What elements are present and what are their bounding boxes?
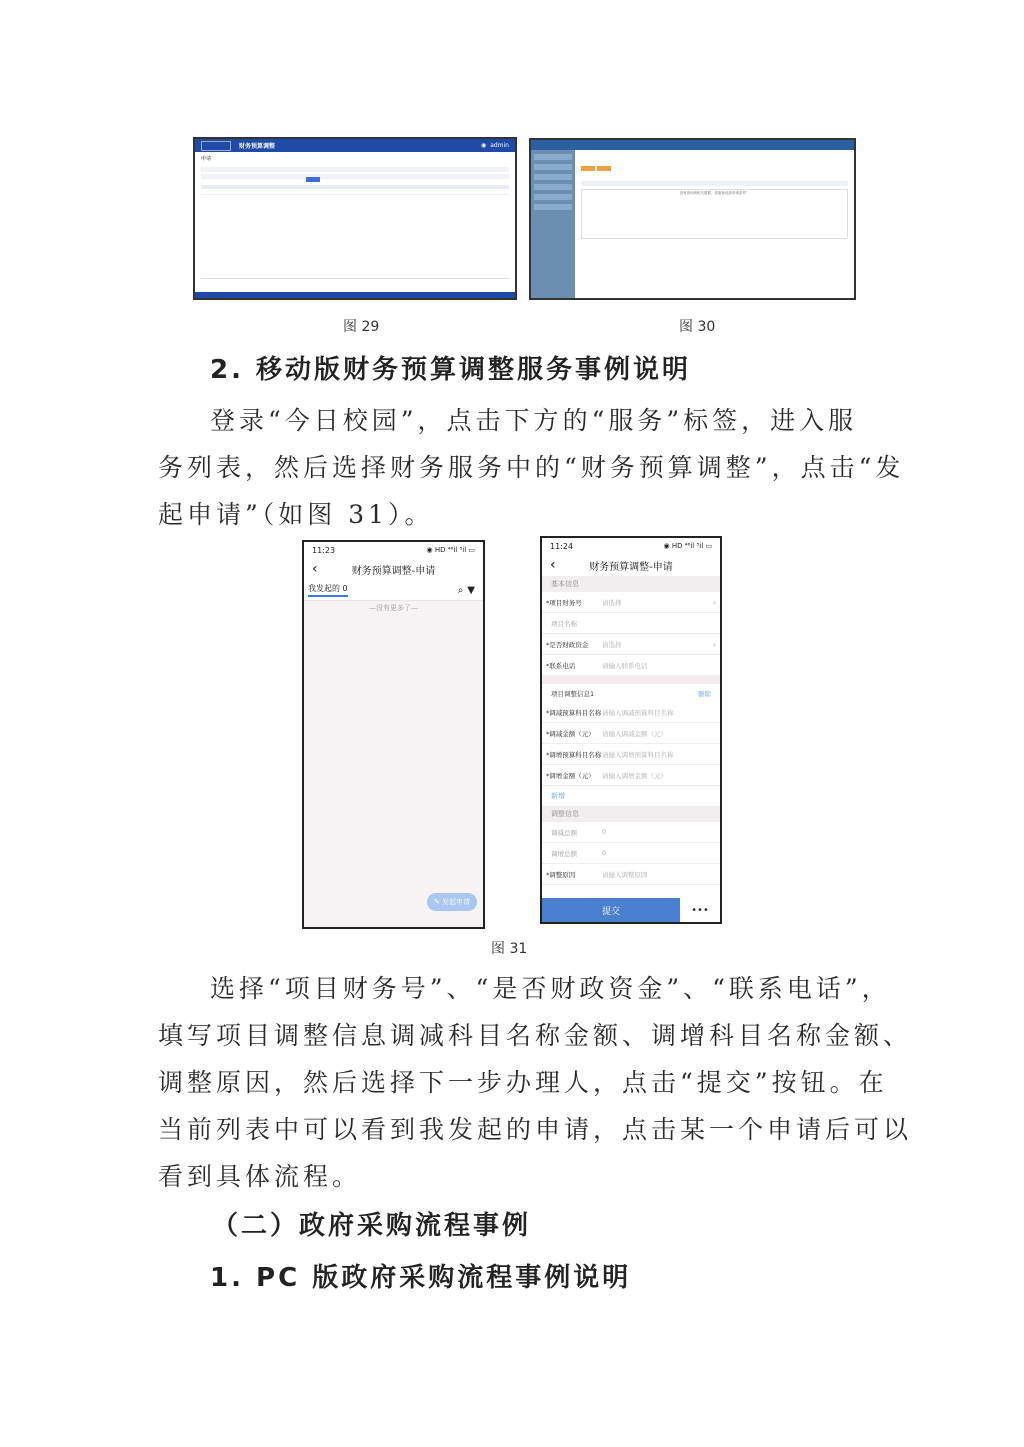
section-spacer xyxy=(542,676,720,684)
sidebar-item xyxy=(534,174,572,180)
submit-button[interactable]: 提交 xyxy=(542,898,680,922)
status-time: 11:24 xyxy=(550,541,574,551)
sidebar-item xyxy=(534,204,572,210)
field-value: 请输入调整原因 xyxy=(602,870,648,879)
field-is-fiscal-fund[interactable]: *是否财政资金 请选择 › xyxy=(542,634,720,655)
nav-bar xyxy=(542,554,720,576)
fig30-tab xyxy=(597,166,611,171)
fig30-table-header xyxy=(581,181,848,186)
add-item-button[interactable]: 新增 xyxy=(542,786,720,806)
chevron-right-icon: › xyxy=(712,639,716,649)
figure-30-caption: 图 30 xyxy=(679,319,716,335)
status-bar xyxy=(304,542,483,558)
field-label: 调减总额 xyxy=(551,828,577,837)
fig29-search-row xyxy=(201,167,509,172)
field-label: 联系电话 xyxy=(549,661,576,670)
edit-icon: ✎ xyxy=(433,898,440,906)
tab-my-initiated[interactable]: 我发起的 0 xyxy=(308,583,348,597)
status-time: 11:23 xyxy=(312,545,336,555)
fig29-user: admin xyxy=(490,142,509,149)
field-decrease-total xyxy=(542,822,720,843)
status-icons: ◉ HD ⁴⁶il ⁵il ▭ xyxy=(426,546,475,554)
phone-screenshot-form xyxy=(540,536,722,924)
field-project-finance-no[interactable]: *项目财务号 请选择 › xyxy=(542,592,720,613)
adjust-item-header xyxy=(542,684,720,702)
chevron-right-icon: › xyxy=(712,597,716,607)
fig30-table-body xyxy=(581,189,848,239)
figure-30-screenshot xyxy=(529,138,856,300)
status-bar xyxy=(542,538,720,554)
sidebar-item xyxy=(534,164,572,170)
section-2-heading: 2. 移动版财务预算调整服务事例说明 xyxy=(210,355,692,385)
empty-list-text: —没有更多了— xyxy=(369,604,418,612)
start-request-button[interactable] xyxy=(427,893,477,911)
fig29-table-header xyxy=(201,185,509,189)
field-label: 调增金额（元） xyxy=(549,771,595,780)
delete-button[interactable]: 删除 xyxy=(698,689,711,698)
fig29-filter-row xyxy=(201,174,509,179)
paragraph-2-line: 填写项目调整信息调减科目名称金额、调增科目名称金额、 xyxy=(158,1021,913,1050)
fig29-pagination xyxy=(201,278,509,284)
field-value: 请输入调增预算科目名称 xyxy=(602,750,674,759)
field-value: 0 xyxy=(602,849,607,857)
fig30-main xyxy=(581,156,848,292)
field-label: 调减预算科目名称 xyxy=(549,708,602,717)
figure-29-screenshot xyxy=(193,137,517,300)
figure-29-caption: 图 29 xyxy=(343,319,380,335)
filter-icon[interactable]: ▼ xyxy=(467,584,479,596)
field-project-name xyxy=(542,613,720,634)
section-basic-info: 基本信息 xyxy=(542,576,720,592)
page-title: 财务预算调整-申请 xyxy=(589,561,673,573)
back-arrow-icon[interactable]: ‹ xyxy=(312,561,318,577)
field-adjust-reason[interactable]: *调整原因 请输入调整原因 xyxy=(542,864,720,885)
paragraph-2-line: 调整原因，然后选择下一步办理人，点击“提交”按钮。在 xyxy=(158,1068,888,1097)
field-contact-phone[interactable]: *联系电话 请输入联系电话 xyxy=(542,655,720,676)
fig30-tab xyxy=(581,166,595,171)
search-icon[interactable]: ⌕ xyxy=(457,584,468,596)
figure-31-caption: 图 31 xyxy=(491,941,528,957)
page-title: 财务预算调整-申请 xyxy=(351,565,436,577)
nav-bar xyxy=(304,558,483,580)
section-gov-procurement-heading: （二）政府采购流程事例 xyxy=(212,1211,532,1241)
sidebar-item xyxy=(534,154,572,160)
field-label: 项目名称 xyxy=(551,619,577,628)
university-logo xyxy=(201,141,231,151)
paragraph-2-line: 当前列表中可以看到我发起的申请，点击某一个申请后可以 xyxy=(158,1115,913,1144)
paragraph-1-line: 务列表，然后选择财务服务中的“财务预算调整”，点击“发 xyxy=(158,453,905,482)
field-value: 请输入联系电话 xyxy=(602,661,648,670)
field-value: 0 xyxy=(602,828,607,836)
bottom-action-bar xyxy=(542,898,720,922)
field-value: 请输入调减预算科目名称 xyxy=(602,708,674,717)
fig29-footer xyxy=(195,292,515,298)
phone-screenshot-list xyxy=(302,540,485,929)
more-icon[interactable]: ••• xyxy=(680,898,720,922)
field-value: 请输入调减金额（元） xyxy=(602,729,667,738)
section-pc-procurement-heading: 1. PC 版政府采购流程事例说明 xyxy=(210,1263,632,1293)
field-label: 项目财务号 xyxy=(549,598,582,607)
fig30-header xyxy=(531,140,854,150)
status-icons: ◉ HD ⁴⁶il ⁵il ▭ xyxy=(663,542,712,550)
paragraph-1-line: 起申请”（如图 31）。 xyxy=(158,500,434,529)
field-label: 调增总额 xyxy=(551,849,577,858)
paragraph-1-line: 登录“今日校园”，点击下方的“服务”标签，进入服 xyxy=(210,406,858,435)
fig29-search-button xyxy=(306,177,320,182)
fig29-page-label: 申请 xyxy=(201,156,212,162)
paragraph-1 xyxy=(158,397,905,538)
fig29-app-title: 财务预算调整 xyxy=(239,143,276,150)
field-label: 调增预算科目名称 xyxy=(549,750,602,759)
user-icon: ◉ xyxy=(480,142,487,149)
sidebar-item xyxy=(534,184,572,190)
field-value: 请选择 xyxy=(602,598,622,607)
sidebar-item xyxy=(534,194,572,200)
start-request-label: 发起申请 xyxy=(442,898,471,906)
paragraph-2-line: 选择“项目财务号”、“是否财政资金”、“联系电话”， xyxy=(210,974,891,1003)
back-arrow-icon[interactable]: ‹ xyxy=(550,557,556,573)
paragraph-2-line: 看到具体流程。 xyxy=(158,1162,362,1191)
field-decrease-amount[interactable]: *调减金额（元） 请输入调减金额（元） xyxy=(542,723,720,744)
paragraph-2 xyxy=(158,965,913,1200)
table-row xyxy=(201,190,509,195)
field-label: 调减金额（元） xyxy=(549,729,595,738)
field-decrease-subject[interactable]: *调减预算科目名称 请输入调减预算科目名称 xyxy=(542,702,720,723)
list-body xyxy=(304,601,483,927)
field-increase-total xyxy=(542,843,720,864)
field-value: 请输入调增金额（元） xyxy=(602,771,667,780)
tab-row xyxy=(304,580,483,601)
fig30-empty-message: 没有查询到相关数据，请重新选择查询条件！ xyxy=(679,191,750,195)
field-label: 调整原因 xyxy=(549,870,576,879)
fig29-header xyxy=(195,139,515,152)
section-adjust-info: 调整信息 xyxy=(542,806,720,822)
field-value: 请选择 xyxy=(602,640,622,649)
field-increase-amount[interactable]: *调增金额（元） 请输入调增金额（元） xyxy=(542,765,720,786)
fig30-sidebar xyxy=(531,150,575,298)
field-label: 是否财政资金 xyxy=(549,640,589,649)
adjust-item-title: 项目调整信息1 xyxy=(551,689,595,698)
field-increase-subject[interactable]: *调增预算科目名称 请输入调增预算科目名称 xyxy=(542,744,720,765)
